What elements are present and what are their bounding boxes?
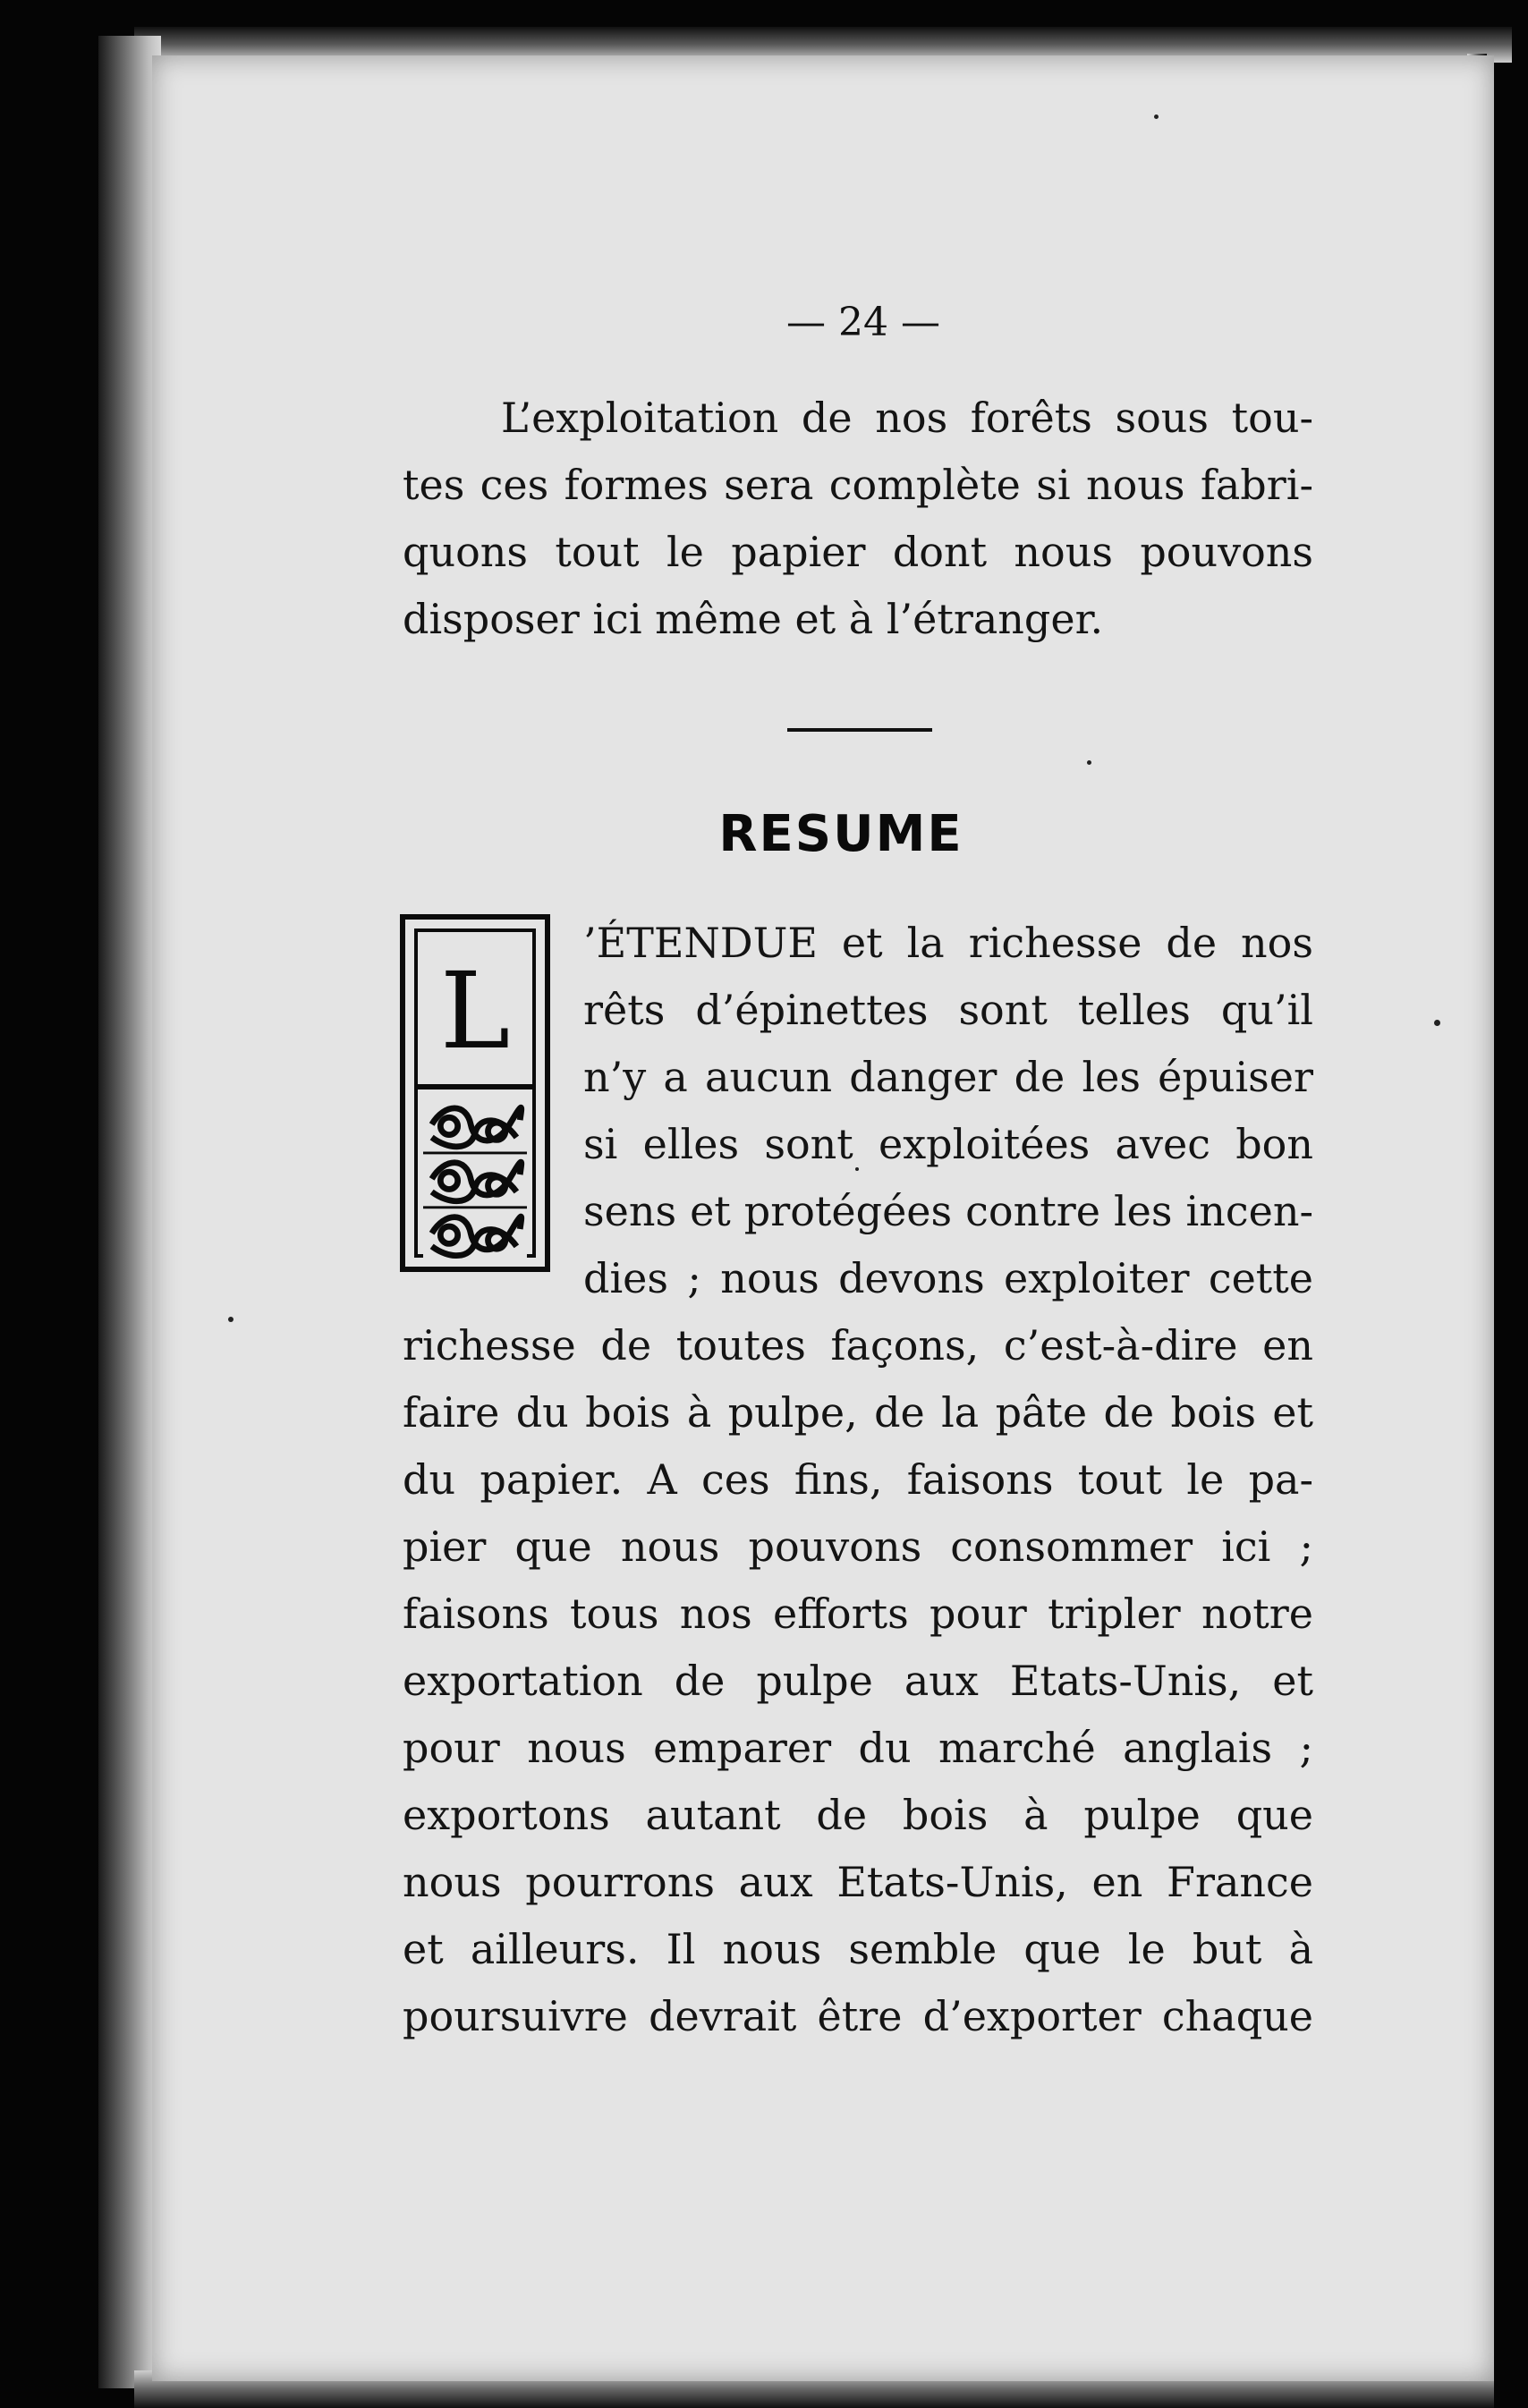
text-line: sens et protégées contre les incen- (583, 1187, 1313, 1235)
paragraph-summary-beside-dropcap (583, 910, 1313, 1312)
text-line: poursuivre devrait être d’exporter chaque (403, 1992, 1313, 2040)
text-line: exportons autant de bois à pulpe que (403, 1791, 1313, 1839)
dust-speck (228, 1317, 233, 1322)
dust-speck (1434, 1020, 1440, 1026)
text-fragment: et la richesse de nos (841, 919, 1313, 967)
text-line: nous pourrons aux Etats-Unis, en France (403, 1858, 1313, 1906)
text-line: tes ces formes sera complète si nous fabri- (403, 461, 1313, 509)
text-line (583, 910, 1313, 977)
text-line: dies ; nous devons exploiter cette (583, 1254, 1313, 1302)
drop-cap-ornament-icon (423, 1098, 527, 1263)
text-line: faire du bois à pulpe, de la pâte de bois et (403, 1388, 1313, 1437)
dust-speck (1087, 760, 1091, 765)
text-line: faisons tous nos efforts pour tripler notre (403, 1590, 1313, 1638)
lead-word: ’ÉTENDUE (583, 919, 818, 967)
drop-cap-letter: L (439, 949, 511, 1073)
section-divider (787, 728, 932, 732)
drop-cap-frame (414, 928, 536, 1258)
paragraph-intro (403, 385, 1313, 653)
paragraph-summary-continued (403, 1312, 1313, 2050)
section-heading: RESUME (718, 805, 963, 863)
text-line: rêts d’épinettes sont telles qu’il (583, 986, 1313, 1034)
text-line: richesse de toutes façons, c’est-à-dire en (403, 1321, 1313, 1369)
text-line: n’y a aucun danger de les épuiser (583, 1053, 1313, 1101)
page-number: — 24 — (786, 300, 940, 345)
text-line: quons tout le papier dont nous pouvons (403, 528, 1313, 576)
text-line: disposer ici même et à l’étranger. (403, 595, 1104, 643)
text-line: et ailleurs. Il nous semble que le but à (403, 1925, 1313, 1973)
text-line: exportation de pulpe aux Etats-Unis, et (403, 1657, 1313, 1705)
drop-cap (400, 914, 550, 1272)
text-line: pour nous emparer du marché anglais ; (403, 1724, 1313, 1772)
text-line: L’exploitation de nos forêts sous tou- (501, 394, 1313, 442)
text-line: pier que nous pouvons consommer ici ; (403, 1522, 1313, 1571)
text-line: du papier. A ces fins, faisons tout le pa- (403, 1455, 1313, 1504)
drop-cap-rule (418, 1084, 532, 1090)
text-line: si elles sont exploitées avec bon (583, 1120, 1313, 1168)
dust-speck (1154, 114, 1159, 119)
